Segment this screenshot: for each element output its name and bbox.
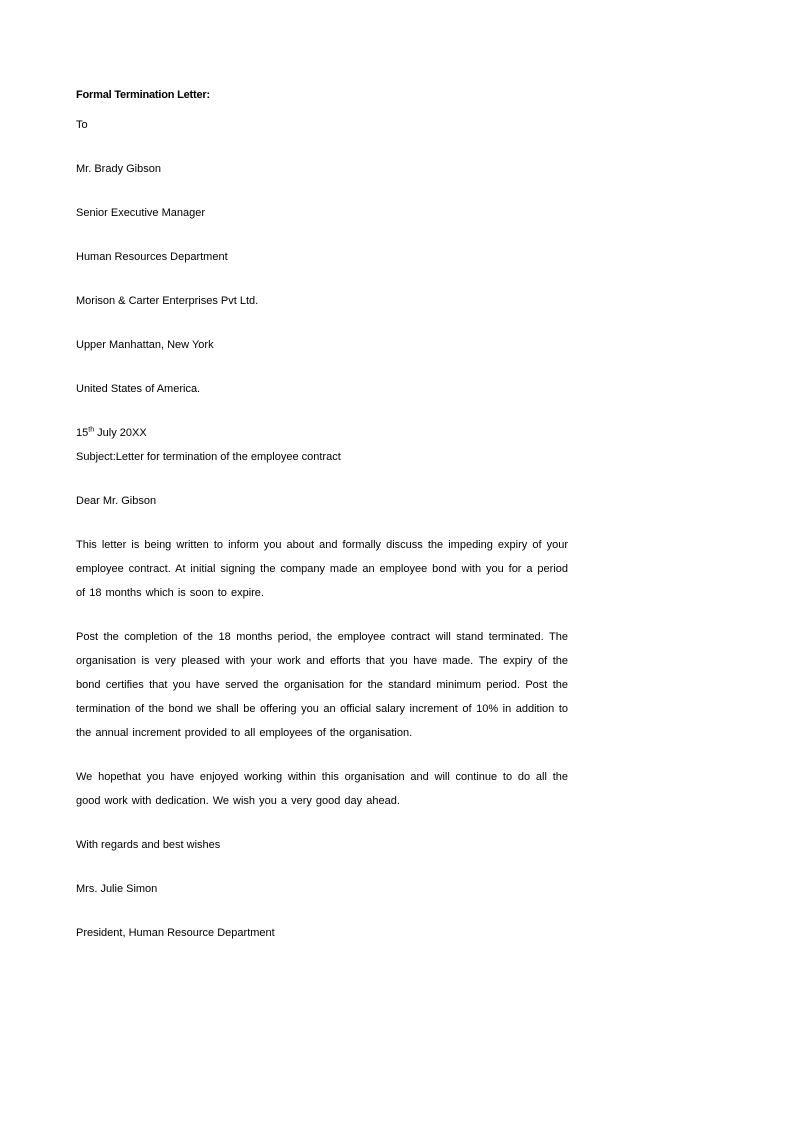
recipient-country: United States of America. (76, 383, 201, 395)
paragraph-2: Post the completion of the 18 months period, the employee contract will stand terminated. The organisation is very pleased with your work and efforts that you have made. The expiry of the bond certifies that you have served the organisation for the standard minimum period. Post the termination of the bond we shall be offering you an official salary increment of 10% in addition to the annual increment provided to all employees of the organisation. (76, 631, 568, 739)
paragraph-3: We hopethat you have enjoyed working within this organisation and will continue to do all the good work with dedication. We wish you a very good day ahead. (76, 771, 568, 807)
recipient-city: Upper Manhattan, New York (76, 339, 214, 351)
date-rest: July 20XX (94, 427, 147, 439)
closing: With regards and best wishes (76, 839, 221, 851)
date-suffix: th (88, 426, 95, 434)
signer-name: Mrs. Julie Simon (76, 883, 158, 895)
date-day: 15 (76, 427, 89, 439)
letter-title: Formal Termination Letter: (76, 89, 210, 101)
signer-title: President, Human Resource Department (76, 927, 275, 939)
letter-subject: Subject:Letter for termination of the employee contract (76, 451, 341, 463)
salutation: Dear Mr. Gibson (76, 495, 157, 507)
letter-date (76, 426, 147, 440)
recipient-position: Senior Executive Manager (76, 207, 206, 219)
recipient-company: Morison & Carter Enterprises Pvt Ltd. (76, 295, 259, 307)
recipient-department: Human Resources Department (76, 251, 228, 263)
to-label: To (76, 119, 88, 131)
paragraph-1: This letter is being written to inform you about and formally discuss the impeding expiry of your employee contract. At initial signing the company made an employee bond with you for a period of 18 months which is soon to expire. (76, 539, 568, 599)
recipient-name: Mr. Brady Gibson (76, 163, 161, 175)
